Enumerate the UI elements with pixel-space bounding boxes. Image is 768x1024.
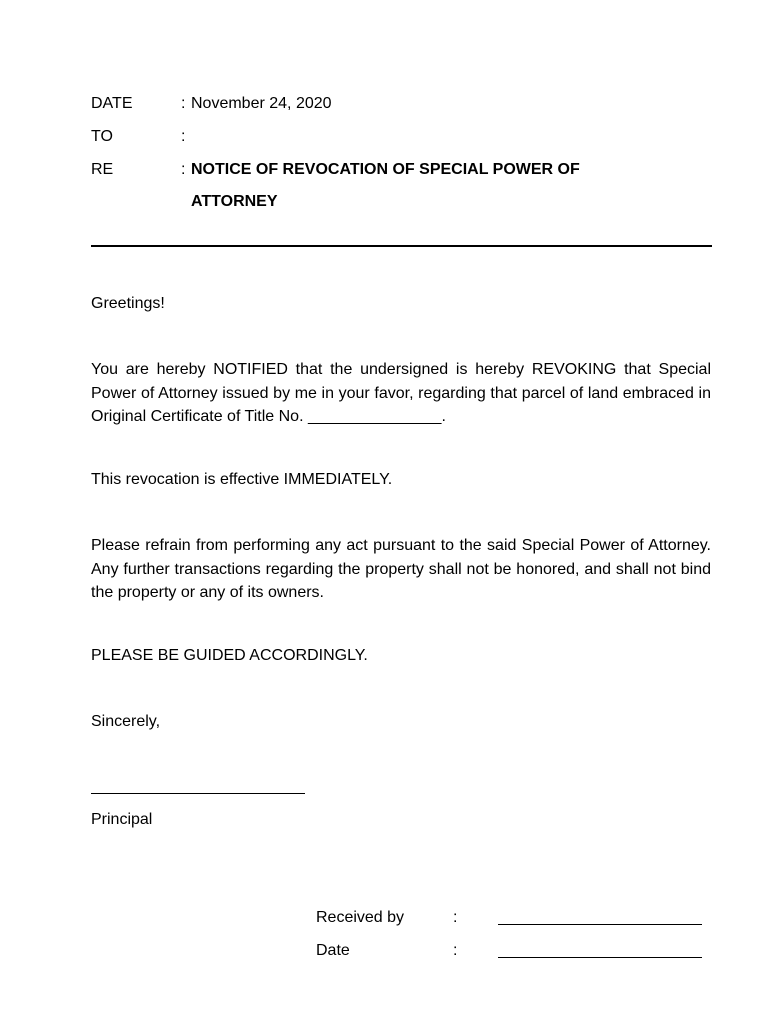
receipt-date-blank-line (498, 957, 702, 958)
received-by-blank-line (498, 924, 702, 925)
date-value: November 24, 2020 (191, 95, 332, 112)
receipt-date-label: Date (316, 942, 350, 959)
date-label: DATE (91, 95, 133, 112)
received-by-row (316, 906, 716, 930)
paragraph-effective: This revocation is effective IMMEDIATELY. (91, 471, 393, 488)
to-label: TO (91, 128, 113, 145)
signature-line (91, 793, 305, 794)
received-by-colon: : (453, 909, 458, 926)
receipt-date-row (316, 939, 716, 963)
signature-title: Principal (91, 811, 153, 828)
paragraph-notice: You are hereby NOTIFIED that the undersigned is hereby REVOKING that Special Power of Attorney issued by me in your favor, regarding that parcel of land embraced in Original Certificate of Title No. _______________. (91, 361, 711, 425)
date-colon: : (181, 95, 186, 112)
re-label: RE (91, 161, 114, 178)
received-by-label: Received by (316, 909, 405, 926)
receipt-date-colon: : (453, 942, 458, 959)
closing: Sincerely, (91, 713, 161, 730)
greeting: Greetings! (91, 295, 165, 312)
header-divider (91, 245, 712, 247)
re-subject-line1: NOTICE OF REVOCATION OF SPECIAL POWER OF (191, 161, 580, 178)
paragraph-refrain: Please refrain from performing any act pursuant to the said Special Power of Attorney. Any further transactions regarding the property shall not be honored, and shall not bind the property or any of its owners. (91, 537, 711, 601)
re-subject-line2: ATTORNEY (191, 193, 278, 210)
re-colon: : (181, 161, 186, 178)
paragraph-guided: PLEASE BE GUIDED ACCORDINGLY. (91, 647, 368, 664)
to-colon: : (181, 128, 186, 145)
